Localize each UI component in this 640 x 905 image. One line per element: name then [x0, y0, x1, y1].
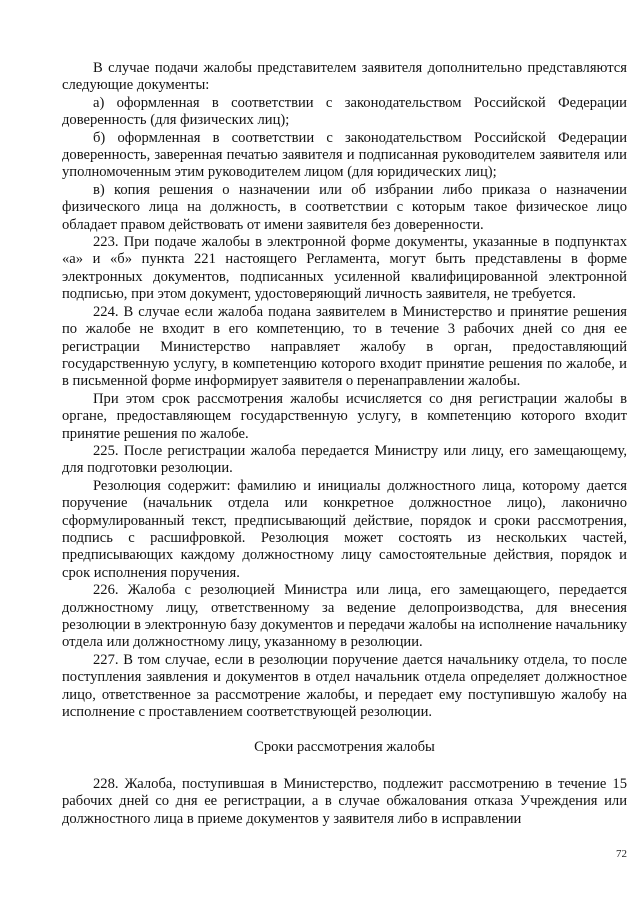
paragraph-228: 228. Жалоба, поступившая в Министерство, подлежит рассмотрению в течение 15 рабочих дней со дня ее регистрации, а в случае обжалования отказа Учреждения или должностного лица в приеме документов у заявителя либо в исправлении [62, 775, 627, 827]
paragraph-225: 225. После регистрации жалоба передается Министру или лицу, его замещающему, для подготовки резолюции. [62, 442, 627, 477]
paragraph-item-a: а) оформленная в соответствии с законодательством Российской Федерации доверенность (для физических лиц); [62, 94, 627, 129]
section-heading: Сроки рассмотрения жалобы [254, 739, 435, 756]
paragraph-resolution-contents: Резолюция содержит: фамилию и инициалы должностного лица, которому дается поручение (начальник отдела или конкретное должностное лицо), лаконично сформулированный текст, предписывающий действие, порядок и сроки рассмотрения, подпись с расшифровкой. Резолюция может состоять из нескольких частей, предписывающих каждому должностному лицу самостоятельные действия, порядок и срок исполнения поручения. [62, 477, 627, 581]
paragraph-223: 223. При подаче жалобы в электронной форме документы, указанные в подпунктах «а» и «б» пункта 221 настоящего Регламента, могут быть представлены в форме электронных документов, подписанных усиленной квалифицированной электронной подписью, при этом документ, удостоверяющий личность заявителя, не требуется. [62, 234, 627, 303]
paragraph-226: 226. Жалоба с резолюцией Министра или лица, его замещающего, передается должностному лицу, ответственному за ведение делопроизводства, для внесения резолюции в электронную базу документов и передачи жалобы на исполнение начальнику отдела или должностному лицу, указанному в резолюции. [62, 582, 627, 651]
paragraph-item-b: б) оформленная в соответствии с законодательством Российской Федерации доверенность, заверенная печатью заявителя и подписанная руководителем заявителя или уполномоченным этим руководителем лицом (для юридических лиц); [62, 129, 627, 181]
paragraph-224: 224. В случае если жалоба подана заявителем в Министерство и принятие решения по жалобе не входит в его компетенцию, то в течение 3 рабочих дней со дня ее регистрации Министерство направляет жалобу в орган, предоставляющий государственную услугу, в компетенцию которого входит принятие решения по жалобе, и в письменной форме информирует заявителя о перенаправлении жалобы. [62, 303, 627, 390]
page-number: 72 [616, 848, 627, 860]
paragraph-227: 227. В том случае, если в резолюции поручение дается начальнику отдела, то после поступления заявления и документов в отдел начальник отдела определяет должностное лицо, ответственное за рассмотрение жалобы, и передает ему поступившую жалобу на исполнение с проставлением соответствующей резолюции. [62, 651, 627, 721]
document-body [62, 60, 627, 828]
paragraph-item-c: в) копия решения о назначении или об избрании либо приказа о назначении физического лица на должность, в соответствии с которым такое физическое лицо обладает правом действовать от имени заявителя без доверенности. [62, 181, 627, 233]
paragraph-224-continued: При этом срок рассмотрения жалобы исчисляется со дня регистрации жалобы в органе, предоставляющем государственную услугу, в компетенцию которого входит принятие решения по жалобе. [62, 390, 627, 442]
paragraph-representative-documents: В случае подачи жалобы представителем заявителя дополнительно представляются следующие документы: [62, 60, 627, 94]
